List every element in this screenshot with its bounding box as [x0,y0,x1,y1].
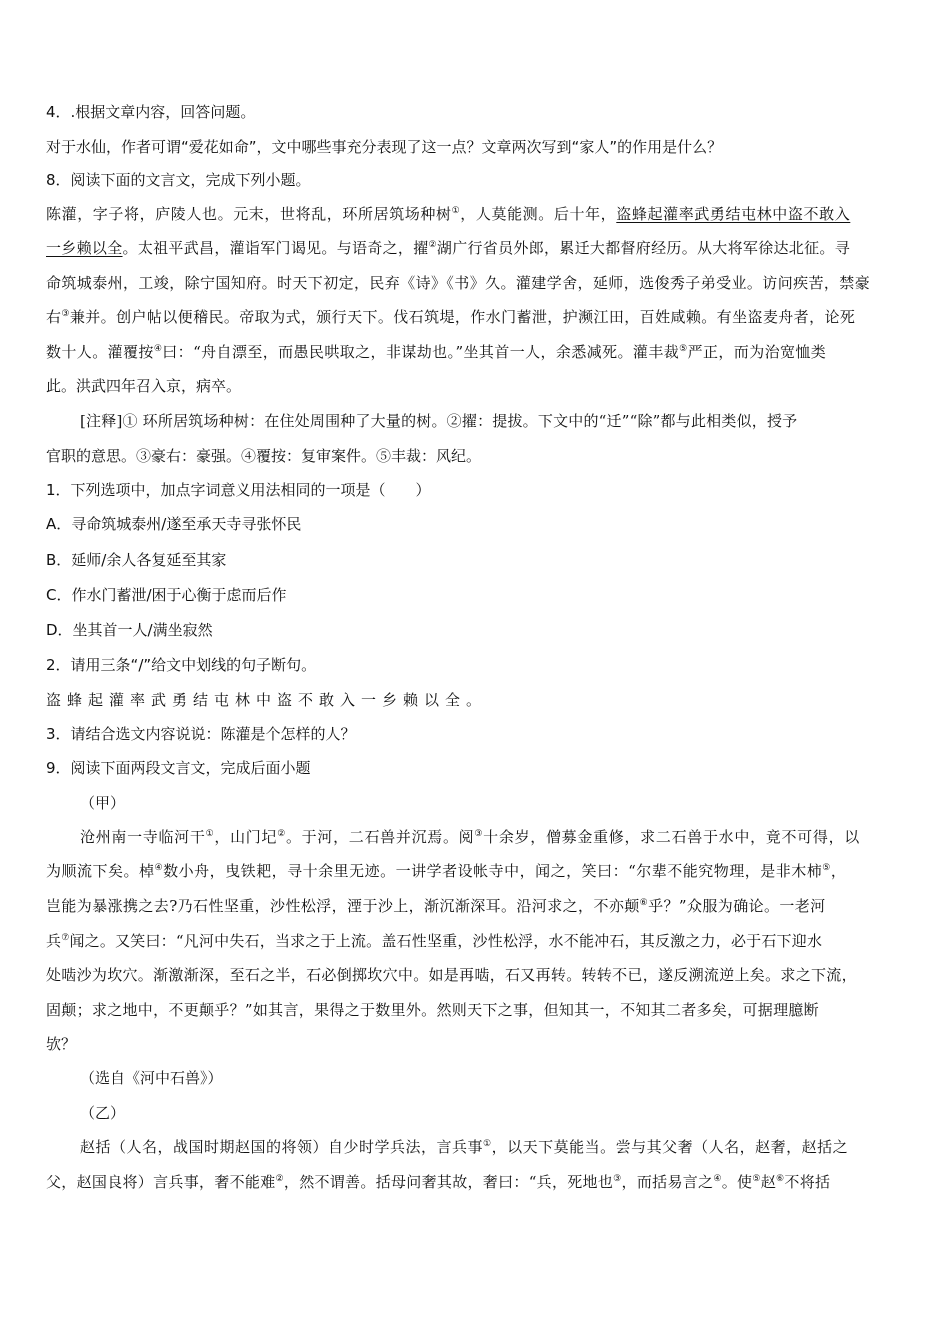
jia-line-3: 岂能为暴涨携之去?乃石性坚重，沙性松浮，湮于沙上，渐沉渐深耳。沿河求之，不亦颠⑥乎？”众服为确论。一老河 [46,897,826,915]
passage-line-1: 陈灌，字子将，庐陵人也。元末，世将乱，环所居筑场种树①，人莫能测。后十年，盗蜂起灌率武勇结屯林中盗不敢入 [46,205,851,223]
underlined-sentence-part-1: 盗蜂起灌率武勇结屯林中盗不敢入 [616,205,851,223]
passage-line-2: 一乡赖以全。太祖平武昌，灌诣军门谒见。与语奇之，擢②湖广行省员外郎，累迁大都督府经历。从大将军徐达北征。寻 [46,239,851,257]
jia-line-6: 固颠；求之地中，不更颠乎？”如其言，果得之于数里外。然则天下之事，但知其一，不知其二者多矣，可据理臆断 [46,1001,819,1019]
question-9-heading: 9．阅读下面两段文言文，完成后面小题 [46,759,311,777]
question-4-heading: 4．.根据文章内容，回答问题。 [46,103,256,121]
jia-line-5: 处啮沙为坎穴。渐激渐深，至石之半，石必倒掷坎穴中。如是再啮，石又再转。转转不已，遂反溯流逆上矣。求之下流， [46,966,857,984]
jia-line-1: 沧州南一寺临河干①，山门圮②。于河，二石兽并沉焉。阅③十余岁，僧募金重修，求二石兽于水中，竟不可得，以 [80,828,860,846]
jia-line-2: 为顺流下矣。棹④数小舟，曳铁耙，寻十余里无迹。一讲学者设帐寺中，闻之，笑曰：“尔辈不能究物理，是非木柿⑤， [46,862,847,880]
option-d: D．坐其首一人/满坐寂然 [46,621,213,639]
jia-line-4: 兵⑦闻之。又笑曰：“凡河中失石，当求之于上流。盖石性坚重，沙性松浮，水不能冲石，其反激之力，必于石下迎水 [46,932,823,950]
annotation-line-1: [注释]① 环所居筑场种树：在住处周围种了大量的树。②擢：提拔。下文中的“迁”“除”都与此相类似，授予 [80,412,798,430]
question-3-heading: 3．请结合选文内容说说：陈灌是个怎样的人？ [46,725,356,743]
question-2-sentence: 盗蜂起灌率武勇结屯林中盗不敢入一乡赖以全。 [46,691,488,709]
annotation-line-2: 官职的意思。③豪右：豪强。④覆按：复审案件。⑤丰裁：风纪。 [46,447,482,465]
passage-line-5: 数十人。灌覆按④曰：“舟自漂至，而愚民哄取之，非谋劫也。”坐其首一人，余悉减死。灌丰裁⑤严正，而为治宽恤类 [46,343,827,361]
yi-line-1: 赵括（人名，战国时期赵国的将领）自少时学兵法，言兵事①，以天下莫能当。尝与其父奢（人名，赵奢，赵括之 [80,1138,849,1156]
option-c: C．作水门蓄泄/困于心衡于虑而后作 [46,586,287,604]
jia-source: （选自《河中石兽》） [80,1069,223,1087]
section-jia-label: （甲） [80,794,126,812]
question-4-text: 对于水仙，作者可谓“爱花如命”，文中哪些事充分表现了这一点？文章两次写到“家人”的作用是什么？ [46,138,723,156]
question-8-heading: 8．阅读下面的文言文，完成下列小题。 [46,171,311,189]
option-a: A．寻命筑城泰州/遂至承天寺寻张怀民 [46,515,302,533]
question-1-heading: 1．下列选项中，加点字词意义用法相同的一项是（ ） [46,481,431,499]
question-2-heading: 2．请用三条“/”给文中划线的句子断句。 [46,656,317,674]
passage-line-6: 此。洪武四年召入京，病卒。 [46,377,242,395]
passage-line-4: 右③兼并。创户帖以便稽民。帝取为式，颁行天下。伐石筑堤，作水门蓄泄，护濒江田，百姓咸赖。有坐盗麦舟者，论死 [46,308,856,326]
jia-line-7: 欤？ [46,1035,77,1053]
option-b: B．延师/余人各复延至其家 [46,551,227,569]
yi-line-2: 父，赵国良将）言兵事，奢不能难②，然不谓善。括母问奢其故，奢曰：“兵，死地也③，而括易言之④。使⑤赵⑥不将括 [46,1173,831,1191]
section-yi-label: （乙） [80,1104,126,1122]
underlined-sentence-part-2: 一乡赖以全 [46,239,123,257]
passage-line-3: 命筑城泰州，工竣，除宁国知府。时天下初定，民弃《诗》《书》久。灌建学舍，延师，选俊秀子弟受业。访问疾苦，禁豪 [46,274,871,292]
